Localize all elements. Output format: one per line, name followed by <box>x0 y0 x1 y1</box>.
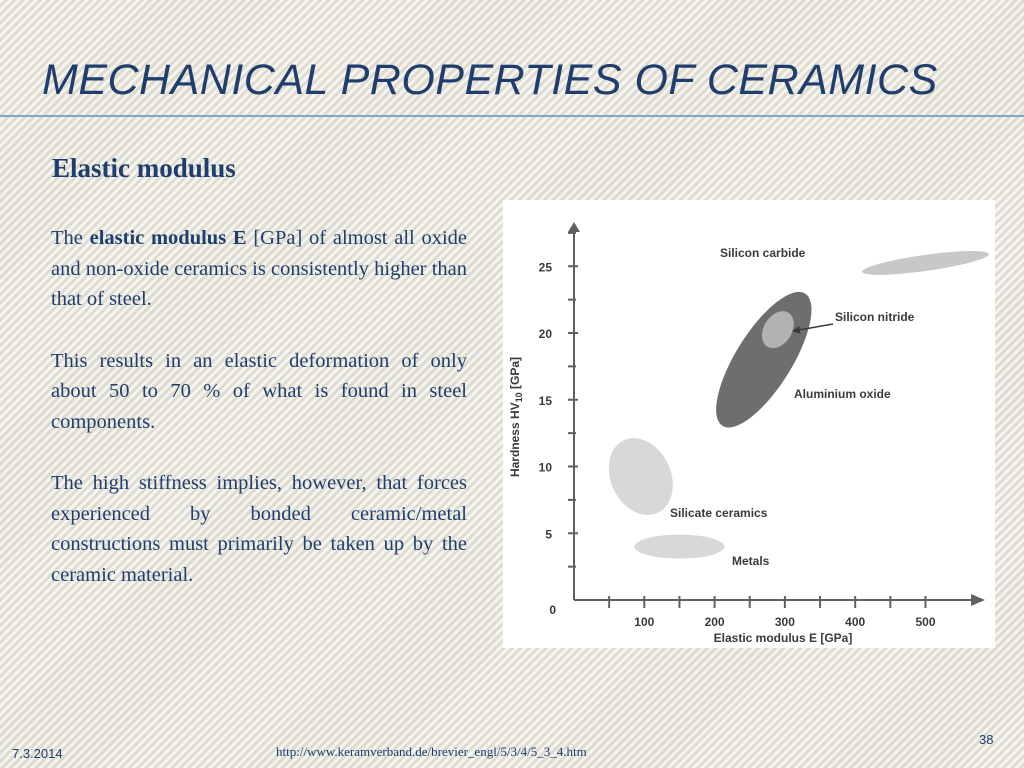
silicon-carbide-region <box>861 246 990 280</box>
x-axis-title: Elastic modulus E [GPa] <box>713 631 853 645</box>
x-tick-label: 300 <box>774 615 795 629</box>
y-tick-label: 0 <box>549 603 556 617</box>
elastic-modulus-term: elastic modulus E <box>89 227 247 249</box>
title-divider <box>0 115 1024 117</box>
aluminium-oxide-region <box>699 279 829 441</box>
section-subtitle: Elastic modulus <box>52 153 236 183</box>
paragraph-1-rest: [GPa] of almost all oxide and non-oxide ceramics is consistently higher than that of steel. <box>51 227 468 310</box>
paragraph-1-lead: The <box>51 227 90 249</box>
metals-region <box>634 535 724 559</box>
paragraph-deformation: This results in an elastic deformation of only about 50 to 70 % of what is found in steel components. <box>51 349 467 433</box>
hardness-vs-modulus-chart <box>503 200 995 648</box>
silicon-carbide-label: Silicon carbide <box>720 246 806 260</box>
page-number: 38 <box>979 732 994 747</box>
metals-label: Metals <box>732 554 770 568</box>
x-axis-arrow <box>971 594 985 606</box>
y-tick-label: 10 <box>538 460 552 475</box>
paragraph-elastic-modulus <box>51 223 467 315</box>
y-tick-label: 15 <box>538 393 552 408</box>
silicon-nitride-label: Silicon nitride <box>835 310 915 324</box>
x-tick-label: 100 <box>634 615 655 629</box>
footer-url[interactable]: http://www.keramverband.de/brevier_engl/5/3/4/5_3_4.htm <box>276 744 587 759</box>
chart-panel <box>503 200 995 648</box>
x-tick-label: 200 <box>704 615 725 629</box>
aluminium-oxide-label: Aluminium oxide <box>794 387 891 401</box>
y-tick-label: 25 <box>538 260 552 275</box>
footer-date: 7.3.2014 <box>12 746 63 761</box>
silicate-ceramics-label: Silicate ceramics <box>670 506 768 520</box>
paragraph-stiffness: The high stiffness implies, however, that forces experienced by bonded ceramic/metal constructions must primarily be taken up by the ceramic material. <box>51 472 467 586</box>
body-text <box>51 223 467 621</box>
y-axis-arrow <box>568 222 580 232</box>
y-axis-title: Hardness $HV_{10}$ [GPa] <box>508 356 524 478</box>
x-tick-label: 400 <box>845 615 866 629</box>
x-tick-label: 500 <box>915 615 936 629</box>
y-tick-label: 20 <box>538 327 552 341</box>
y-tick-label: 5 <box>545 527 552 542</box>
slide-title: MECHANICAL PROPERTIES OF CERAMICS <box>42 56 938 104</box>
